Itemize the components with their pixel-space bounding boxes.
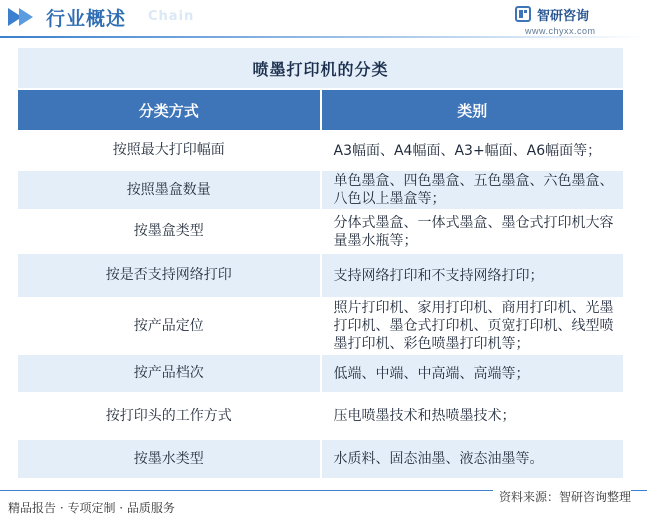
table-row [18, 170, 623, 210]
row-category: 支持网络打印和不支持网络打印； [321, 253, 624, 298]
column-header-method: 分类方式 [18, 89, 321, 131]
footer-slogan: 精品报告 · 专项定制 · 品质服务 [8, 501, 175, 515]
row-method: 按墨水类型 [18, 439, 321, 479]
table-row [18, 439, 623, 479]
row-method: 按照墨盒数量 [18, 170, 321, 210]
column-header-category: 类别 [321, 89, 624, 131]
row-category: 照片打印机、家用打印机、商用打印机、光墨打印机、墨仓式打印机、页宽打印机、线型喷墨打印机、彩色喷墨打印机等； [321, 298, 624, 354]
table-row [18, 393, 623, 439]
brand-name: 智研咨询 [537, 9, 590, 24]
table-row [18, 354, 623, 393]
row-category: 单色墨盒、四色墨盒、五色墨盒、六色墨盒、八色以上墨盒等； [321, 170, 624, 210]
row-category: 低端、中端、中高端、高端等； [321, 354, 624, 393]
table-row [18, 131, 623, 170]
table-row [18, 210, 623, 253]
double-chevron-icon [8, 6, 48, 28]
table-row [18, 298, 623, 354]
row-category: A3幅面、A4幅面、A3+幅面、A6幅面等； [321, 131, 624, 170]
brand-logo-icon [515, 6, 531, 22]
source-note: 资料来源：智研咨询整理 [493, 488, 631, 505]
row-category: 压电喷墨技术和热喷墨技术； [321, 393, 624, 439]
row-method: 按产品档次 [18, 354, 321, 393]
row-method: 按是否支持网络打印 [18, 253, 321, 298]
table-caption: 喷墨打印机的分类 [18, 48, 623, 89]
header-watermark: Chain [148, 9, 195, 24]
row-method: 按打印头的工作方式 [18, 393, 321, 439]
header-bar [0, 0, 647, 36]
row-category: 水质料、固态油墨、液态油墨等。 [321, 439, 624, 479]
row-category: 分体式墨盒、一体式墨盒、墨仓式打印机大容量墨水瓶等； [321, 210, 624, 253]
section-title: 行业概述 [46, 8, 127, 30]
classification-table [18, 48, 623, 480]
row-method: 按照最大打印幅面 [18, 131, 321, 170]
header-divider [0, 36, 647, 38]
table-row [18, 253, 623, 298]
row-method: 按墨盒类型 [18, 210, 321, 253]
brand-url: www.chyxx.com [525, 26, 596, 36]
row-method: 按产品定位 [18, 298, 321, 354]
brand-block [515, 4, 635, 38]
